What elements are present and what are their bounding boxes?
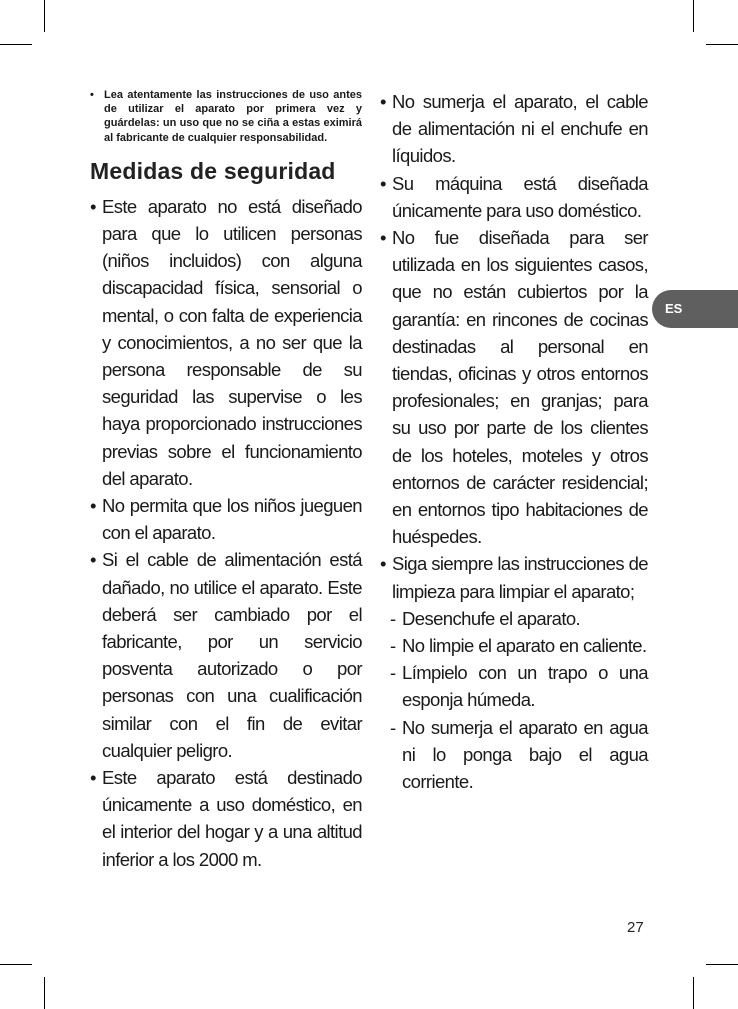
safety-item-text: Este aparato no está diseñado para que lo utilicen personas (niños incluidos) con alguna discapacidad física, sensorial o mental, o con falta de experiencia y conocimientos, a no ser que la persona responsable de su seguridad las supervise o les haya proporcionado instrucciones previas sobre el funcionamiento del aparato.	[102, 195, 362, 489]
safety-item	[90, 546, 362, 764]
safety-item	[90, 764, 362, 873]
cleaning-step	[380, 714, 648, 796]
safety-item	[380, 224, 648, 550]
safety-item-text: Siga siempre las instrucciones de limpieza para limpiar el aparato;	[392, 553, 648, 602]
bullet-marker: •	[380, 172, 387, 194]
safety-item	[380, 550, 648, 604]
safety-item	[380, 88, 648, 170]
safety-list-right	[380, 88, 648, 605]
bullet-marker: •	[380, 91, 387, 112]
bullet-marker: •	[90, 89, 94, 101]
safety-item	[90, 492, 362, 546]
crop-mark	[0, 964, 32, 965]
safety-item-text: Si el cable de alimentación está dañado, no utilice el aparato. Este deberá ser cambiado por el fabricante, por un servicio posventa autorizado o por personas con una cualificación similar con el fin de evitar cualquier peligro.	[102, 549, 362, 761]
dash-marker: -	[390, 635, 396, 657]
cleaning-steps-list	[380, 605, 648, 795]
bullet-marker: •	[90, 195, 97, 217]
crop-mark	[44, 0, 45, 32]
cleaning-step-text: No sumerja el aparato en agua ni lo ponga bajo el agua corriente.	[402, 716, 648, 793]
dash-marker: -	[390, 662, 396, 684]
cleaning-step	[380, 605, 648, 632]
dash-marker: -	[390, 607, 396, 629]
right-column	[380, 88, 648, 795]
bullet-marker: •	[380, 553, 387, 575]
bullet-marker: •	[380, 227, 387, 249]
cleaning-step	[380, 659, 648, 713]
cleaning-step	[380, 632, 648, 659]
safety-item-text: No fue diseñada para ser utilizada en los siguientes casos, que no están cubiertos por la garantía: en rincones de cocinas destinadas al personal en tiendas, oficinas y otros entornos profesionales; en granjas; para su uso por parte de los clientes de los hoteles, moteles y otros entornos de carácter residencial; en entornos tipo habitaciones de huéspedes.	[392, 227, 648, 548]
cleaning-step-text: Límpielo con un trapo o una esponja húmeda.	[402, 662, 648, 711]
crop-mark	[706, 44, 738, 45]
safety-item	[90, 193, 362, 492]
crop-mark	[693, 977, 694, 1009]
language-tab: ES	[652, 290, 738, 328]
left-column	[90, 88, 362, 873]
page-number: 27	[627, 919, 644, 936]
bullet-marker: •	[90, 495, 97, 517]
safety-list-left	[90, 193, 362, 873]
cleaning-step-text: Desenchufe el aparato.	[402, 607, 581, 629]
bullet-marker: •	[90, 549, 97, 571]
bullet-marker: •	[90, 767, 97, 789]
safety-item-text: Este aparato está destinado únicamente a uso doméstico, en el interior del hogar y a una altitud inferior a los 2000 m.	[102, 767, 362, 870]
crop-mark	[706, 964, 738, 965]
cleaning-step-text: No limpie el aparato en caliente.	[402, 635, 647, 657]
safety-item-text: No permita que los niños jueguen con el aparato.	[102, 495, 362, 544]
safety-item-text: No sumerja el aparato, el cable de alimentación ni el enchufe en líquidos.	[392, 91, 648, 167]
intro-text: Lea atentamente las instrucciones de uso antes de utilizar el aparato por primera vez y guárdelas: un uso que no se ciña a estas eximirá al fabricante de cualquier responsabilidad.	[104, 89, 362, 144]
intro-note	[90, 88, 362, 145]
section-title: Medidas de seguridad	[90, 157, 336, 184]
safety-item	[380, 170, 648, 224]
crop-mark	[44, 977, 45, 1009]
crop-mark	[693, 0, 694, 32]
crop-mark	[0, 44, 32, 45]
safety-item-text: Su máquina está diseñada únicamente para uso doméstico.	[392, 172, 648, 221]
dash-marker: -	[390, 716, 396, 738]
